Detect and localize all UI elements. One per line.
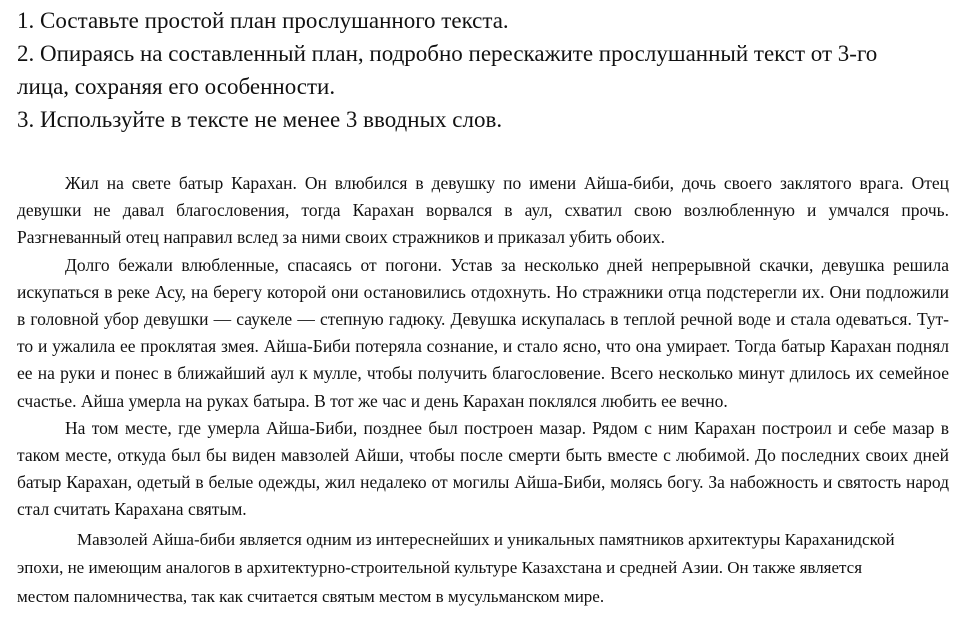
task-1: 1. Составьте простой план прослушанного текста. bbox=[17, 8, 509, 33]
story-paragraph-3: На том месте, где умерла Айша-Биби, позднее был построен мазар. Рядом с ним Карахан построил и себе мазар в таком месте, откуда был бы виден мавзолей Айши, чтобы после смерти быть вместе с любимой. До последних своих дней батыр Карахан, одетый в белые одежды, жил недалеко от могилы Айша-Биби, молясь богу. За набожность и святость народ стал считать Карахана святым. bbox=[17, 417, 949, 520]
story-paragraph-4: Мавзолей Айша-биби является одним из интереснейших и уникальных памятников архитектуры Караханидской эпохи, не имеющим аналогов в архитектурно-строительной культуре Казахстана и средней Азии. Он также является местом паломничества, так как считается святым местом в мусульманском мире. bbox=[17, 529, 895, 606]
story-text bbox=[17, 170, 949, 611]
task-2: 2. Опираясь на составленный план, подробно перескажите прослушанный текст от 3-го bbox=[17, 41, 878, 66]
task-2-continuation: лица, сохраняя его особенности. bbox=[17, 74, 336, 99]
story-paragraph-1: Жил на свете батыр Карахан. Он влюбился в девушку по имени Айша-биби, дочь своего заклятого врага. Отец девушки не давал благословения, тогда Карахан ворвался в аул, схватил свою возлюбленную и умчался прочь. Разгневанный отец направил вслед за ними своих стражников и приказал убить обоих. bbox=[17, 173, 949, 248]
task-3: 3. Используйте в тексте не менее 3 вводных слов. bbox=[17, 107, 503, 132]
story-paragraph-2: Долго бежали влюбленные, спасаясь от погони. Устав за несколько дней непрерывной скачки, девушка решила искупаться в реке Асу, на берегу которой они остановились отдохнуть. Но стражники отца подстерегли их. Они подложили в головной убор девушки — саукеле — степную гадюку. Девушка искупалась в теплой речной воде и стала одеваться. Тут-то и ужалила ее проклятая змея. Айша-Биби потеряла сознание, и стало ясно, что она умирает. Тогда батыр Карахан поднял ее на руки и понес в ближайший аул к мулле, чтобы получить благословение. Всего несколько минут длилось их семейное счастье. Айша умерла на руках батыра. В тот же час и день Карахан поклялся любить ее вечно. bbox=[17, 254, 949, 411]
task-list bbox=[17, 4, 957, 136]
